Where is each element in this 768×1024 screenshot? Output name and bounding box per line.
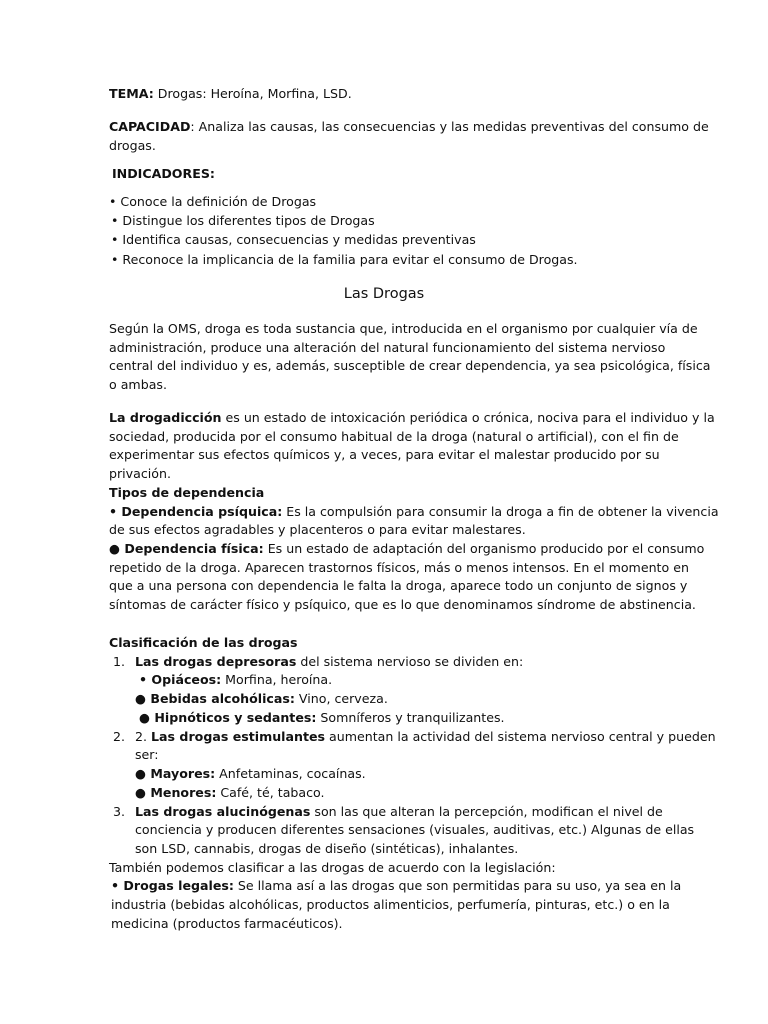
sub-item: ● Hipnóticos y sedantes: Somníferos y tranquilizantes. xyxy=(139,710,505,725)
clasificacion-item-3: Las drogas alucinógenas son las que alteran la percepción, modifican el nivel de xyxy=(135,804,663,819)
drogadiccion-line: experimentar sus efectos químicos y, a veces, para evitar el malestar producido por su xyxy=(109,447,660,462)
sub-item: • Opiáceos: Morfina, heroína. xyxy=(139,672,333,687)
drogas-legales-line: industria (bebidas alcohólicas, productos alimenticios, perfumería, pinturas, etc.) o en la xyxy=(111,897,670,912)
indicador-item: • Identifica causas, consecuencias y medidas preventivas xyxy=(111,232,476,247)
list-number: 1. xyxy=(113,654,126,669)
clasificacion-item-3-line: son LSD, cannabis, drogas de diseño (sintéticas), inhalantes. xyxy=(135,841,519,856)
dependencia-fisica-line: síntomas de carácter físico y psíquico, que es lo que denominamos síndrome de abstinencia. xyxy=(109,597,696,612)
dependencia-fisica-line: que a una persona con dependencia le falta la droga, aparece todo un conjunto de signos y xyxy=(109,578,688,593)
tema-line xyxy=(109,85,352,104)
dependencia-fisica-line-1: ● Dependencia física: Es un estado de adaptación del organismo producido por el consumo xyxy=(109,541,705,556)
clasificacion-item-3-line: conciencia y producen diferentes sensaciones (visuales, auditivas, etc.) Algunas de ellas xyxy=(135,822,695,837)
capacidad-line-1 xyxy=(109,118,709,137)
sub-item: ● Bebidas alcohólicas: Vino, cerveza. xyxy=(135,691,388,706)
oms-paragraph-line: central del individuo y es, además, susceptible de crear dependencia, ya sea psicológica, física xyxy=(109,358,711,373)
dependencia-fisica-line: repetido de la droga. Aparecen trastornos físicos, más o menos intensos. En el momento en xyxy=(109,560,689,575)
oms-paragraph-line: administración, produce una alteración del natural funcionamiento del sistema nervioso xyxy=(109,340,666,355)
list-number: 3. xyxy=(113,804,126,819)
drogas-legales-line: medicina (productos farmacéuticos). xyxy=(111,916,343,931)
indicador-item: • Conoce la definición de Drogas xyxy=(109,194,317,209)
capacidad-text: : Analiza las causas, las consecuencias y las medidas preventivas del consumo de xyxy=(190,119,709,134)
tema-label: TEMA: xyxy=(109,86,154,101)
indicadores-heading: INDICADORES: xyxy=(112,166,215,181)
drogadiccion-line-1: La drogadicción es un estado de intoxicación periódica o crónica, nociva para el individuo y la xyxy=(109,410,715,425)
capacidad-label: CAPACIDAD xyxy=(109,119,191,134)
dependencia-psiquica-line-2: de sus efectos agradables y placenteros o para evitar malestares. xyxy=(109,522,526,537)
list-number: 2. xyxy=(113,729,126,744)
oms-paragraph-line: o ambas. xyxy=(109,377,167,392)
clasificacion-item-2-line-2: ser: xyxy=(135,747,159,762)
drogas-legales-line-1: • Drogas legales: Se llama así a las drogas que son permitidas para su uso, ya sea en la xyxy=(111,878,682,893)
drogadiccion-term: La drogadicción xyxy=(109,410,222,425)
sub-item: ● Mayores: Anfetaminas, cocaínas. xyxy=(135,766,366,781)
oms-paragraph-line: Según la OMS, droga es toda sustancia que, introducida en el organismo por cualquier vía de xyxy=(109,321,698,336)
clasificacion-heading: Clasificación de las drogas xyxy=(109,635,298,650)
clasificacion-item-1: Las drogas depresoras del sistema nervioso se dividen en: xyxy=(135,654,524,669)
sub-item: ● Menores: Café, té, tabaco. xyxy=(135,785,325,800)
legislacion-line: También podemos clasificar a las drogas de acuerdo con la legislación: xyxy=(109,860,556,875)
dependencia-heading: Tipos de dependencia xyxy=(109,485,265,500)
page-title: Las Drogas xyxy=(343,286,425,302)
dependencia-psiquica-line-1: • Dependencia psíquica: Es la compulsión para consumir la droga a fin de obtener la vivencia xyxy=(109,504,719,519)
clasificacion-item-2: 2. Las drogas estimulantes aumentan la actividad del sistema nervioso central y pueden xyxy=(135,729,716,744)
drogadiccion-line: privación. xyxy=(109,466,171,481)
tema-value: Drogas: Heroína, Morfina, LSD. xyxy=(157,86,352,101)
capacidad-line-2: drogas. xyxy=(109,138,156,153)
indicador-item: • Distingue los diferentes tipos de Drogas xyxy=(111,213,375,228)
indicador-item: • Reconoce la implicancia de la familia para evitar el consumo de Drogas. xyxy=(111,252,578,267)
drogadiccion-line: sociedad, producida por el consumo habitual de la droga (natural o artificial), con el fin de xyxy=(109,429,679,444)
